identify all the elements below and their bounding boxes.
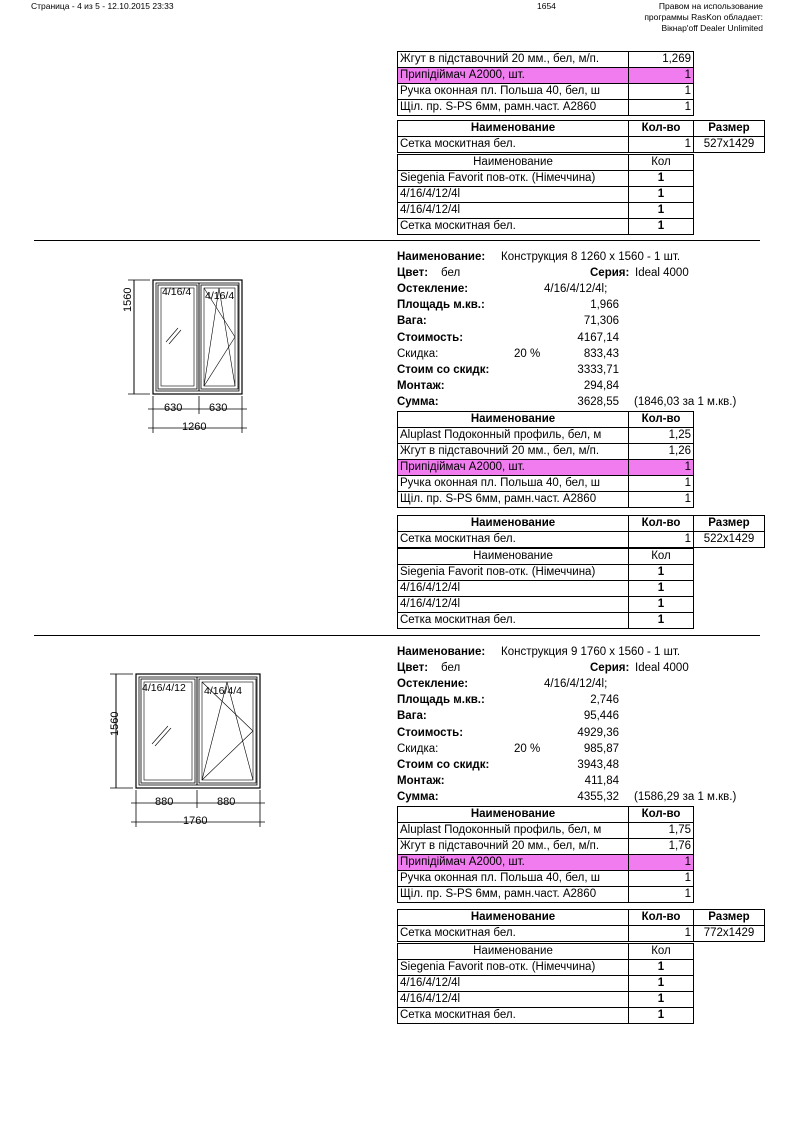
- item-name: Ручка оконная пл. Польша 40, бел, ш: [398, 476, 629, 492]
- table-row: [398, 100, 694, 116]
- dim-total: 1760: [183, 815, 208, 827]
- accessories-table: [397, 411, 694, 508]
- table-row: [398, 839, 694, 855]
- table-row: [398, 581, 694, 597]
- construction-name: Конструкция 9 1760 x 1560 - 1 шт.: [501, 646, 681, 658]
- table-header: [398, 516, 765, 532]
- item-qty: 1,26: [629, 444, 694, 460]
- net-table: [397, 515, 765, 548]
- item-name: Жгут в підставочний 20 мм., бел, м/п.: [398, 444, 629, 460]
- item-name: Сетка москитная бел.: [398, 137, 629, 153]
- item-name: 4/16/4/12/4l: [398, 597, 629, 613]
- item-name: Сетка москитная бел.: [398, 926, 629, 942]
- series-value: Ideal 4000: [635, 267, 689, 279]
- color-value: бел: [441, 662, 461, 674]
- table-header: [398, 944, 694, 960]
- item-name: 4/16/4/12/4l: [398, 581, 629, 597]
- item-name: Щіл. пр. S-PS 6мм, рамн.част. A2860: [398, 492, 629, 508]
- price-per-m2: (1846,03 за 1 м.кв.): [634, 396, 737, 408]
- area-value: 2,746: [590, 694, 619, 706]
- table-row: [398, 203, 694, 219]
- item-qty: 1: [629, 871, 694, 887]
- discount-percent: 20 %: [514, 348, 541, 360]
- table-row: [398, 532, 765, 548]
- item-qty: 1: [629, 887, 694, 903]
- table-row: [398, 187, 694, 203]
- item-qty: 1: [629, 992, 694, 1008]
- item-name: Жгут в підставочний 20 мм., бел, м/п.: [398, 839, 629, 855]
- table-row: [398, 171, 694, 187]
- area-value: 1,966: [590, 299, 619, 311]
- item-qty: 1: [629, 613, 694, 629]
- table-row: [398, 960, 694, 976]
- label-mount: Монтаж:: [397, 775, 445, 787]
- item-name: Ручка оконная пл. Польша 40, бел, ш: [398, 871, 629, 887]
- pane-label-left: 4/16/4: [162, 286, 192, 298]
- table-row: [398, 926, 765, 942]
- pane-label-left: 4/16/4/12: [142, 682, 186, 694]
- item-qty: 1: [629, 84, 694, 100]
- dim-height: 1560: [109, 711, 121, 736]
- table-header: [398, 155, 694, 171]
- label-sum: Сумма:: [397, 396, 439, 408]
- item-qty: 1: [629, 203, 694, 219]
- col-name: Наименование: [398, 155, 629, 171]
- item-qty: 1: [629, 532, 694, 548]
- label-name: Наименование:: [397, 251, 486, 263]
- cost-value: 4167,14: [577, 332, 619, 344]
- table-row: [398, 444, 694, 460]
- col-name: Наименование: [398, 516, 629, 532]
- price-per-m2: (1586,29 за 1 м.кв.): [634, 791, 737, 803]
- item-name: Припідіймач A2000, шт.: [398, 460, 629, 476]
- dim-right: 630: [209, 402, 228, 414]
- table-row: [398, 460, 694, 476]
- item-name: Припідіймач A2000, шт.: [398, 855, 629, 871]
- label-cost: Стоимость:: [397, 727, 464, 739]
- label-color: Цвет:: [397, 662, 429, 674]
- label-cost: Стоимость:: [397, 332, 464, 344]
- properties: [397, 644, 767, 808]
- item-size: 772x1429: [694, 926, 765, 942]
- col-qty: Кол-во: [629, 910, 694, 926]
- item-name: Aluplast Подоконный профиль, бел, м: [398, 428, 629, 444]
- item-qty: 1: [629, 219, 694, 235]
- table-header: [398, 412, 694, 428]
- col-name: Наименование: [398, 549, 629, 565]
- mount-value: 294,84: [583, 380, 619, 392]
- table-row: [398, 428, 694, 444]
- weight-value: 71,306: [583, 315, 619, 327]
- dim-height: 1560: [122, 287, 134, 312]
- col-qty: Кол-во: [629, 412, 694, 428]
- item-qty: 1: [629, 137, 694, 153]
- col-name: Наименование: [398, 944, 629, 960]
- item-qty: 1: [629, 171, 694, 187]
- accessories-table: [397, 806, 694, 903]
- construction-name: Конструкция 8 1260 x 1560 - 1 шт.: [501, 251, 681, 263]
- item-qty: 1: [629, 565, 694, 581]
- label-mount: Монтаж:: [397, 380, 445, 392]
- table-row: [398, 871, 694, 887]
- table-row: [398, 887, 694, 903]
- item-name: Жгут в підставочний 20 мм., бел, м/п.: [398, 52, 629, 68]
- col-qty: Кол: [629, 155, 694, 171]
- col-qty: Кол-во: [629, 516, 694, 532]
- license-info: [563, 1, 763, 34]
- item-qty: 1,269: [629, 52, 694, 68]
- license-line-2: программы RasKon обладает:: [644, 12, 763, 22]
- item-qty: 1: [629, 855, 694, 871]
- label-name: Наименование:: [397, 646, 486, 658]
- page-info: Страница - 4 из 5 - 12.10.2015 23:33: [31, 1, 174, 11]
- item-qty: 1: [629, 476, 694, 492]
- label-glazing: Остекление:: [397, 283, 469, 295]
- discount-value: 985,87: [583, 743, 619, 755]
- table-row: [398, 613, 694, 629]
- item-name: Припідіймач A2000, шт.: [398, 68, 629, 84]
- col-size: Размер: [694, 516, 765, 532]
- item-qty: 1: [629, 581, 694, 597]
- color-value: бел: [441, 267, 461, 279]
- table-row: [398, 52, 694, 68]
- item-qty: 1: [629, 1008, 694, 1024]
- col-qty: Кол-во: [629, 121, 694, 137]
- table-header: [398, 807, 694, 823]
- col-size: Размер: [694, 910, 765, 926]
- item-size: 527x1429: [694, 137, 765, 153]
- col-name: Наименование: [398, 807, 629, 823]
- item-qty: 1: [629, 976, 694, 992]
- dim-right: 880: [217, 796, 236, 808]
- series-value: Ideal 4000: [635, 662, 689, 674]
- label-discount: Скидка:: [397, 743, 439, 755]
- label-series: Серия:: [590, 267, 630, 279]
- label-weight: Вага:: [397, 315, 427, 327]
- table-header: [398, 549, 694, 565]
- cost-value: 4929,36: [577, 727, 619, 739]
- label-weight: Вага:: [397, 710, 427, 722]
- item-qty: 1,75: [629, 823, 694, 839]
- section-divider: [34, 635, 760, 636]
- item-qty: 1: [629, 460, 694, 476]
- sum-value: 3628,55: [577, 396, 619, 408]
- item-name: Ручка оконная пл. Польша 40, бел, ш: [398, 84, 629, 100]
- dim-left: 880: [155, 796, 174, 808]
- table-row: [398, 855, 694, 871]
- table-row: [398, 1008, 694, 1024]
- item-name: Siegenia Favorit пов-отк. (Німеччина): [398, 565, 629, 581]
- item-name: Siegenia Favorit пов-отк. (Німеччина): [398, 171, 629, 187]
- label-series: Серия:: [590, 662, 630, 674]
- sum-value: 4355,32: [577, 791, 619, 803]
- cost-discount-value: 3943,48: [577, 759, 619, 771]
- discount-value: 833,43: [583, 348, 619, 360]
- item-qty: 1: [629, 100, 694, 116]
- item-name: 4/16/4/12/4l: [398, 976, 629, 992]
- section-divider: [34, 240, 760, 241]
- top-parts-table: [397, 154, 694, 235]
- pane-label-right: 4/16/4: [205, 290, 235, 302]
- label-discount: Скидка:: [397, 348, 439, 360]
- table-row: [398, 565, 694, 581]
- item-name: Щіл. пр. S-PS 6мм, рамн.част. A2860: [398, 887, 629, 903]
- table-row: [398, 492, 694, 508]
- item-qty: 1: [629, 926, 694, 942]
- label-glazing: Остекление:: [397, 678, 469, 690]
- glazing-value: 4/16/4/12/4l;: [544, 283, 608, 295]
- item-name: 4/16/4/12/4l: [398, 187, 629, 203]
- table-header: [398, 121, 765, 137]
- license-line-1: Правом на использование: [658, 1, 763, 11]
- top-accessories-table: [397, 51, 694, 116]
- dim-total: 1260: [182, 421, 207, 433]
- label-sum: Сумма:: [397, 791, 439, 803]
- item-qty: 1: [629, 68, 694, 84]
- item-name: Щіл. пр. S-PS 6мм, рамн.част. A2860: [398, 100, 629, 116]
- parts-table: [397, 943, 694, 1024]
- glazing-value: 4/16/4/12/4l;: [544, 678, 608, 690]
- col-name: Наименование: [398, 412, 629, 428]
- item-qty: 1,25: [629, 428, 694, 444]
- table-row: [398, 992, 694, 1008]
- item-name: Сетка москитная бел.: [398, 1008, 629, 1024]
- top-net-table: [397, 120, 765, 153]
- table-row: [398, 476, 694, 492]
- col-name: Наименование: [398, 910, 629, 926]
- table-header: [398, 910, 765, 926]
- item-name: 4/16/4/12/4l: [398, 203, 629, 219]
- col-qty: Кол: [629, 944, 694, 960]
- item-name: Сетка москитная бел.: [398, 532, 629, 548]
- label-area: Площадь м.кв.:: [397, 694, 485, 706]
- item-qty: 1: [629, 597, 694, 613]
- pane-label-right: 4/16/4/4: [204, 685, 242, 697]
- weight-value: 95,446: [583, 710, 619, 722]
- label-color: Цвет:: [397, 267, 429, 279]
- label-cost-discount: Стоим со скидк:: [397, 364, 490, 376]
- parts-table: [397, 548, 694, 629]
- item-qty: 1,76: [629, 839, 694, 855]
- col-size: Размер: [694, 121, 765, 137]
- item-name: Siegenia Favorit пов-отк. (Німеччина): [398, 960, 629, 976]
- dim-left: 630: [164, 402, 183, 414]
- mount-value: 411,84: [584, 775, 619, 787]
- label-cost-discount: Стоим со скидк:: [397, 759, 490, 771]
- table-row: [398, 68, 694, 84]
- table-row: [398, 976, 694, 992]
- table-row: [398, 84, 694, 100]
- item-qty: 1: [629, 187, 694, 203]
- table-row: [398, 137, 765, 153]
- label-area: Площадь м.кв.:: [397, 299, 485, 311]
- cost-discount-value: 3333,71: [577, 364, 619, 376]
- item-name: 4/16/4/12/4l: [398, 992, 629, 1008]
- item-name: Сетка москитная бел.: [398, 219, 629, 235]
- col-qty: Кол-во: [629, 807, 694, 823]
- table-row: [398, 219, 694, 235]
- license-line-3: Вікнар'off Dealer Unlimited: [661, 23, 763, 33]
- item-name: Aluplast Подоконный профиль, бел, м: [398, 823, 629, 839]
- col-name: Наименование: [398, 121, 629, 137]
- document-number: 1654: [537, 1, 556, 11]
- item-qty: 1: [629, 492, 694, 508]
- discount-percent: 20 %: [514, 743, 541, 755]
- properties: [397, 249, 767, 413]
- net-table: [397, 909, 765, 942]
- item-qty: 1: [629, 960, 694, 976]
- table-row: [398, 823, 694, 839]
- col-qty: Кол: [629, 549, 694, 565]
- table-row: [398, 597, 694, 613]
- item-name: Сетка москитная бел.: [398, 613, 629, 629]
- item-size: 522x1429: [694, 532, 765, 548]
